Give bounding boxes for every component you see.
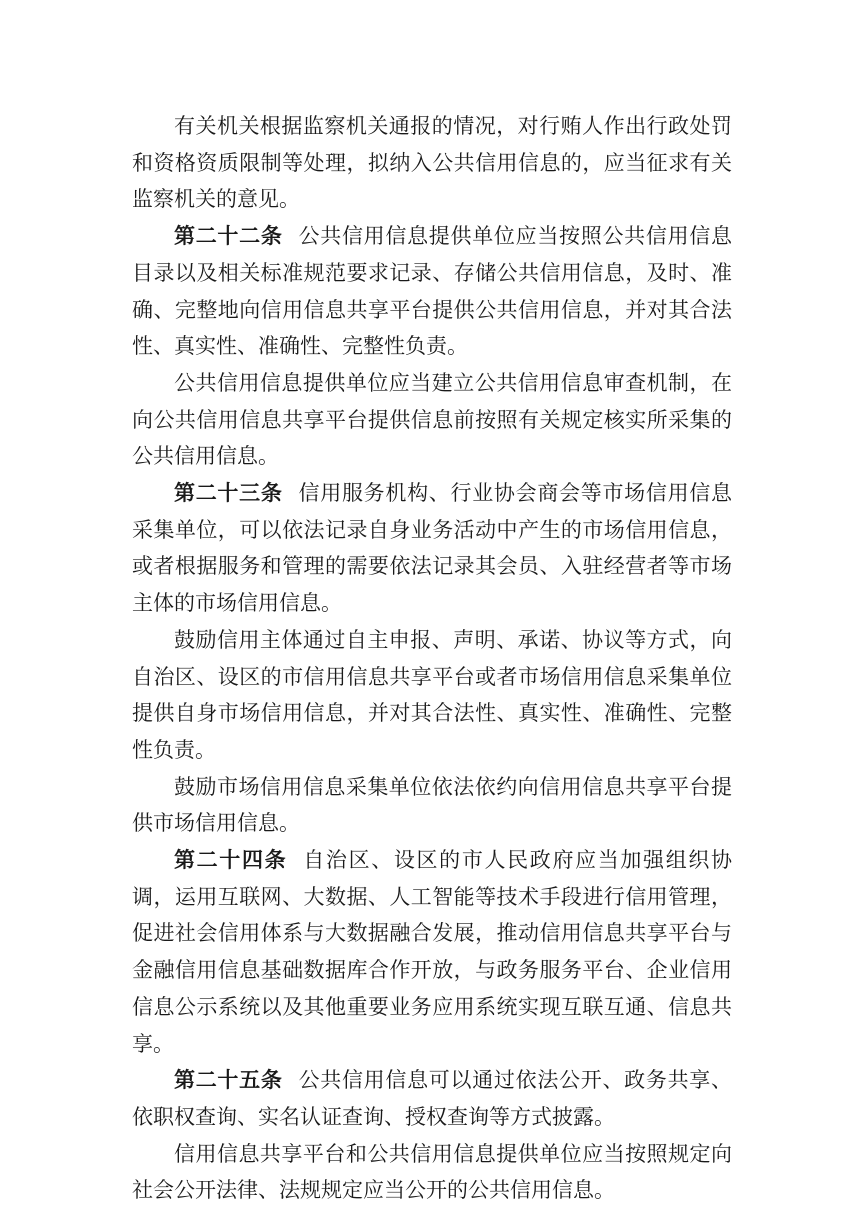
paragraph xyxy=(132,108,732,218)
article-number: 第二十二条 xyxy=(174,223,283,249)
paragraph-text: 有关机关根据监察机关通报的情况，对行贿人作出行政处罚和资格资质限制等处理，拟纳入公共信用信息的，应当征求有关监察机关的意见。 xyxy=(132,114,732,212)
article-number: 第二十五条 xyxy=(174,1067,283,1093)
paragraph-text: 信用信息共享平台和公共信用信息提供单位应当按照规定向社会公开法律、法规规定应当公开的公共信用信息。 xyxy=(132,1141,732,1203)
article-paragraph xyxy=(132,1062,732,1135)
regulation-body xyxy=(132,108,732,1209)
article-paragraph xyxy=(132,842,732,1062)
article-number: 第二十四条 xyxy=(174,847,288,873)
paragraph xyxy=(132,1136,732,1209)
paragraph-text: 公共信用信息提供单位应当按照公共信用信息目录以及相关标准规范要求记录、存储公共信用信息，及时、准确、完整地向信用信息共享平台提供公共信用信息，并对其合法性、真实性、准确性、完整性负责。 xyxy=(132,224,733,359)
paragraph xyxy=(132,622,732,769)
paragraph-text: 信用服务机构、行业协会商会等市场信用信息采集单位，可以依法记录自身业务活动中产生的市场信用信息，或者根据服务和管理的需要依法记录其会员、入驻经营者等市场主体的市场信用信息。 xyxy=(132,481,733,616)
article-number: 第二十三条 xyxy=(174,480,283,506)
paragraph xyxy=(132,365,732,475)
paragraph-text: 公共信用信息可以通过依法公开、政务共享、依职权查询、实名认证查询、授权查询等方式披露。 xyxy=(132,1068,733,1129)
paragraph-text: 公共信用信息提供单位应当建立公共信用信息审查机制，在向公共信用信息共享平台提供信息前按照有关规定核实所采集的公共信用信息。 xyxy=(132,370,732,469)
paragraph-text: 鼓励信用主体通过自主申报、声明、承诺、协议等方式，向自治区、设区的市信用信息共享平台或者市场信用信息采集单位提供自身市场信用信息，并对其合法性、真实性、准确性、完整性负责。 xyxy=(132,627,732,762)
article-paragraph xyxy=(132,475,732,622)
paragraph-text: 鼓励市场信用信息采集单位依法依约向信用信息共享平台提供市场信用信息。 xyxy=(132,774,732,836)
article-paragraph xyxy=(132,218,732,365)
paragraph xyxy=(132,769,732,842)
paragraph-text: 自治区、设区的市人民政府应当加强组织协调，运用互联网、大数据、人工智能等技术手段进行信用管理，促进社会信用体系与大数据融合发展，推动信用信息共享平台与金融信用信息基础数据库合作开放，与政务服务平台、企业信用信息公示系统以及其他重要业务应用系统实现互联互通、信息共享。 xyxy=(132,848,733,1056)
